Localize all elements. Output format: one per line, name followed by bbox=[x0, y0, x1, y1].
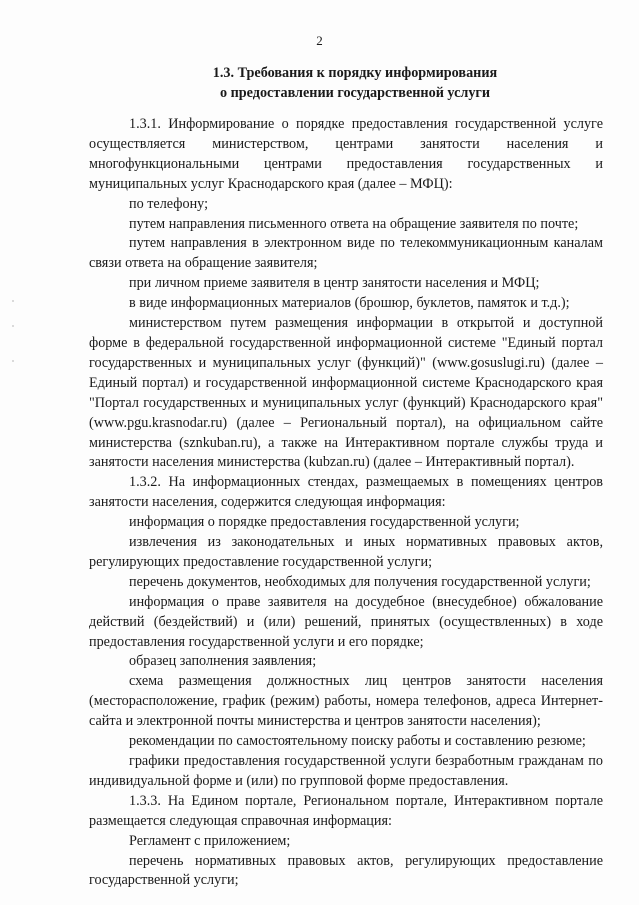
list-item-extracts: извлечения из законодательных и иных нормативных правовых актов, регулирующих предоставление государственной услуги; bbox=[89, 534, 603, 570]
list-item-documents: перечень документов, необходимых для получения государственной услуги; bbox=[129, 573, 591, 590]
list-item-job-search: рекомендации по самостоятельному поиску работы и составлению резюме; bbox=[129, 733, 586, 750]
scan-dot bbox=[12, 360, 14, 362]
list-item-schedules: графики предоставления государственной услуги безработным гражданам по индивидуальной форме и (или) по групповой форме предоставления. bbox=[89, 753, 603, 789]
document-body bbox=[89, 115, 603, 891]
list-item-phone: по телефону; bbox=[129, 195, 209, 212]
list-item-portals: министерством путем размещения информации в открытой и доступной форме в федеральной государственной информационной системе "Единый портал государственных и муниципальных услуг (функций)" (www.gosuslugi.ru) (далее – Единый портал) и государственной информационной системе Краснодарского края "Портал государственных и муниципальных услуг (функций) Краснодарского края" (www.pgu.krasnodar.ru) (далее – Региональный портал), на официальном сайте министерства (sznkuban.ru), а также на Интерактивном портале службы труда и занятости населения министерства (kubzan.ru) (далее – Интерактивный портал). bbox=[89, 315, 603, 471]
paragraph-1-3-2: 1.3.2. На информационных стендах, размещаемых в помещениях центров занятости населения, содержится следующая информация: bbox=[89, 474, 603, 511]
paragraph-1-3-3: 1.3.3. На Едином портале, Региональном портале, Интерактивном портале размещается следующая справочная информация: bbox=[89, 792, 603, 829]
list-item-info-order: информация о порядке предоставления государственной услуги; bbox=[129, 514, 520, 531]
list-item-staff-scheme: схема размещения должностных лиц центров занятости населения (месторасположение, график (режим) работы, номера телефонов, адреса Интернет-сайта и электронной почты министерства и центров занятости населения); bbox=[89, 673, 603, 730]
list-item-personal: при личном приеме заявителя в центр занятости населения и МФЦ; bbox=[129, 275, 540, 292]
list-item-regulation: Регламент с приложением; bbox=[129, 832, 291, 849]
list-item-appeal-right: информация о праве заявителя на досудебное (внесудебное) обжалование действий (бездействий) и (или) решений, принятых (осуществленных) в ходе предоставления государственной услуги и его порядке; bbox=[89, 593, 603, 650]
list-item-mail: путем направления письменного ответа на обращение заявителя по почте; bbox=[129, 215, 579, 232]
heading-line-1: 1.3. Требования к порядку информирования bbox=[212, 65, 498, 81]
list-item-materials: в виде информационных материалов (брошюр, буклетов, памяток и т.д.); bbox=[129, 295, 570, 312]
scan-dot bbox=[12, 325, 14, 327]
section-heading bbox=[90, 63, 620, 103]
paragraph-1-3-1: 1.3.1. Информирование о порядке предоставления государственной услуге осуществляется министерством, центрами занятости населения и многофункциональными центрами предоставления государственных и муниципальных услуг Краснодарского края (далее – МФЦ): bbox=[89, 116, 603, 192]
heading-line-2: о предоставлении государственной услуги bbox=[219, 85, 491, 101]
list-item-form-sample: образец заполнения заявления; bbox=[129, 653, 317, 670]
list-item-legal-acts: перечень нормативных правовых актов, регулирующих предоставление государственной услуги; bbox=[89, 852, 603, 889]
scan-dot bbox=[12, 300, 14, 302]
list-item-electronic: путем направления в электронном виде по телекоммуникационным каналам связи ответа на обращение заявителя; bbox=[89, 235, 603, 272]
page-number: 2 bbox=[316, 33, 323, 48]
